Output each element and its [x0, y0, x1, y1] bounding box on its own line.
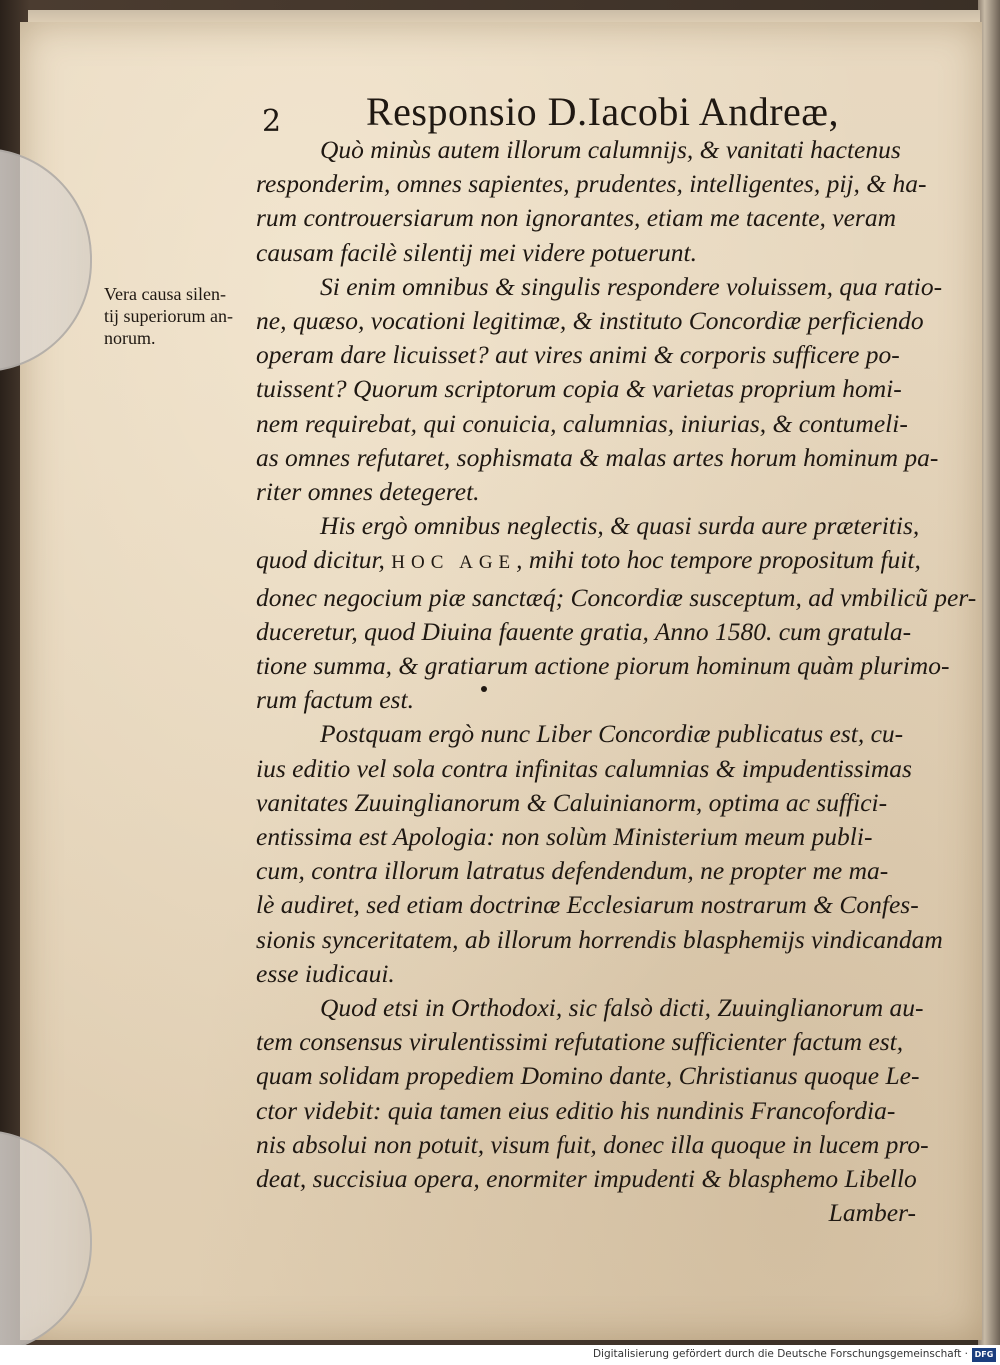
small-caps-phrase: HOC AGE: [391, 552, 517, 574]
text-line: duceretur, quod Diuina fauente gratia, Anno 1580. cum gratula-: [256, 616, 912, 646]
catchword: Lamber-: [828, 1198, 916, 1228]
text-line: tione summa, & gratiarum actione piorum hominum quàm plurimo-: [256, 651, 950, 681]
page-title: Responsio D.Iacobi Andreæ,: [366, 89, 839, 134]
dfg-logo: DFG: [972, 1348, 996, 1362]
text-line: rum factum est.: [256, 685, 414, 715]
footer-credit: Digitalisierung gefördert durch die Deutsche Forschungsgemeinschaft ·: [592, 1348, 968, 1360]
text-line: vanitates Zuuinglianorum & Caluinianorm, optima ac suffici-: [256, 787, 888, 817]
text-line: Postquam ergò nunc Liber Concordiæ publicatus est, cu-: [320, 719, 904, 749]
text-line: tuissent? Quorum scriptorum copia & varietas proprium homi-: [256, 374, 902, 404]
text-line: entissima est Apologia: non solùm Ministerium meum publi-: [256, 822, 873, 852]
marginal-note-line: Vera causa silen-: [104, 284, 226, 304]
text-line: [256, 543, 921, 580]
text-line: sionis synceritatem, ab illorum horrendis blasphemijs vindicandam: [256, 924, 943, 954]
text-line: as omnes refutaret, sophismata & malas artes horum hominum pa-: [256, 442, 939, 472]
text-line: responderim, omnes sapientes, prudentes, intelligentes, pij, & ha-: [256, 169, 927, 199]
text-line: donec negocium piæ sanctæq́; Concordiæ susceptum, ad vmbilicũ per-: [256, 582, 977, 612]
ink-dot: [481, 686, 487, 692]
text-line: nem requirebat, qui conuicia, calumnias, iniurias, & contumeli-: [256, 408, 908, 438]
text-line: riter omnes detegeret.: [256, 477, 480, 507]
text-line: tem consensus virulentissimi refutatione sufficienter factum est,: [256, 1027, 904, 1057]
text-line: operam dare licuisset? aut vires animi & corporis sufficere po-: [256, 340, 900, 370]
footer-bar: [0, 1345, 1000, 1365]
marginal-note: [104, 283, 254, 349]
marginal-note-line: norum.: [104, 328, 156, 348]
text-line: causam facilè silentij mei videre potuerunt.: [256, 237, 697, 267]
text-line: deat, succisiua opera, enormiter impudenti & blasphemo Libello: [256, 1164, 917, 1194]
text-line: rum controuersiarum non ignorantes, etiam me tacente, veram: [256, 203, 897, 233]
text-segment: , mihi toto hoc tempore propositum fuit,: [516, 545, 921, 575]
text-line: lè audiret, sed etiam doctrinæ Ecclesiarum nostrarum & Confes-: [256, 890, 919, 920]
text-line: Quod etsi in Orthodoxi, sic falsò dicti, Zuuinglianorum au-: [320, 993, 924, 1023]
text-line: Si enim omnibus & singulis respondere voluissem, qua ratio-: [320, 271, 943, 301]
text-line: quam solidam propediem Domino dante, Christianus quoque Le-: [256, 1061, 920, 1091]
text-segment: quod dicitur,: [256, 545, 392, 575]
text-line: nis absolui non potuit, visum fuit, donec illa quoque in lucem pro-: [256, 1129, 929, 1159]
marginal-note-line: tij superiorum an-: [104, 306, 233, 326]
text-line: Quò minùs autem illorum calumnijs, & vanitati hactenus: [320, 135, 901, 164]
text-line: esse iudicaui.: [256, 958, 395, 988]
text-line: cum, contra illorum latratus defendendum, ne propter me ma-: [256, 856, 889, 886]
text-line: ius editio vel sola contra infinitas calumnias & impudentissimas: [256, 753, 912, 783]
text-line: ctor videbit: quia tamen eius editio his nundinis Francofordia-: [256, 1095, 896, 1125]
text-line: His ergò omnibus neglectis, & quasi surda aure præteritis,: [320, 511, 920, 541]
text-line: ne, quæso, vocationi legitimæ, & instituto Concordiæ perficiendo: [256, 306, 924, 336]
body-text: [256, 133, 977, 1231]
page-number: 2: [262, 104, 282, 139]
